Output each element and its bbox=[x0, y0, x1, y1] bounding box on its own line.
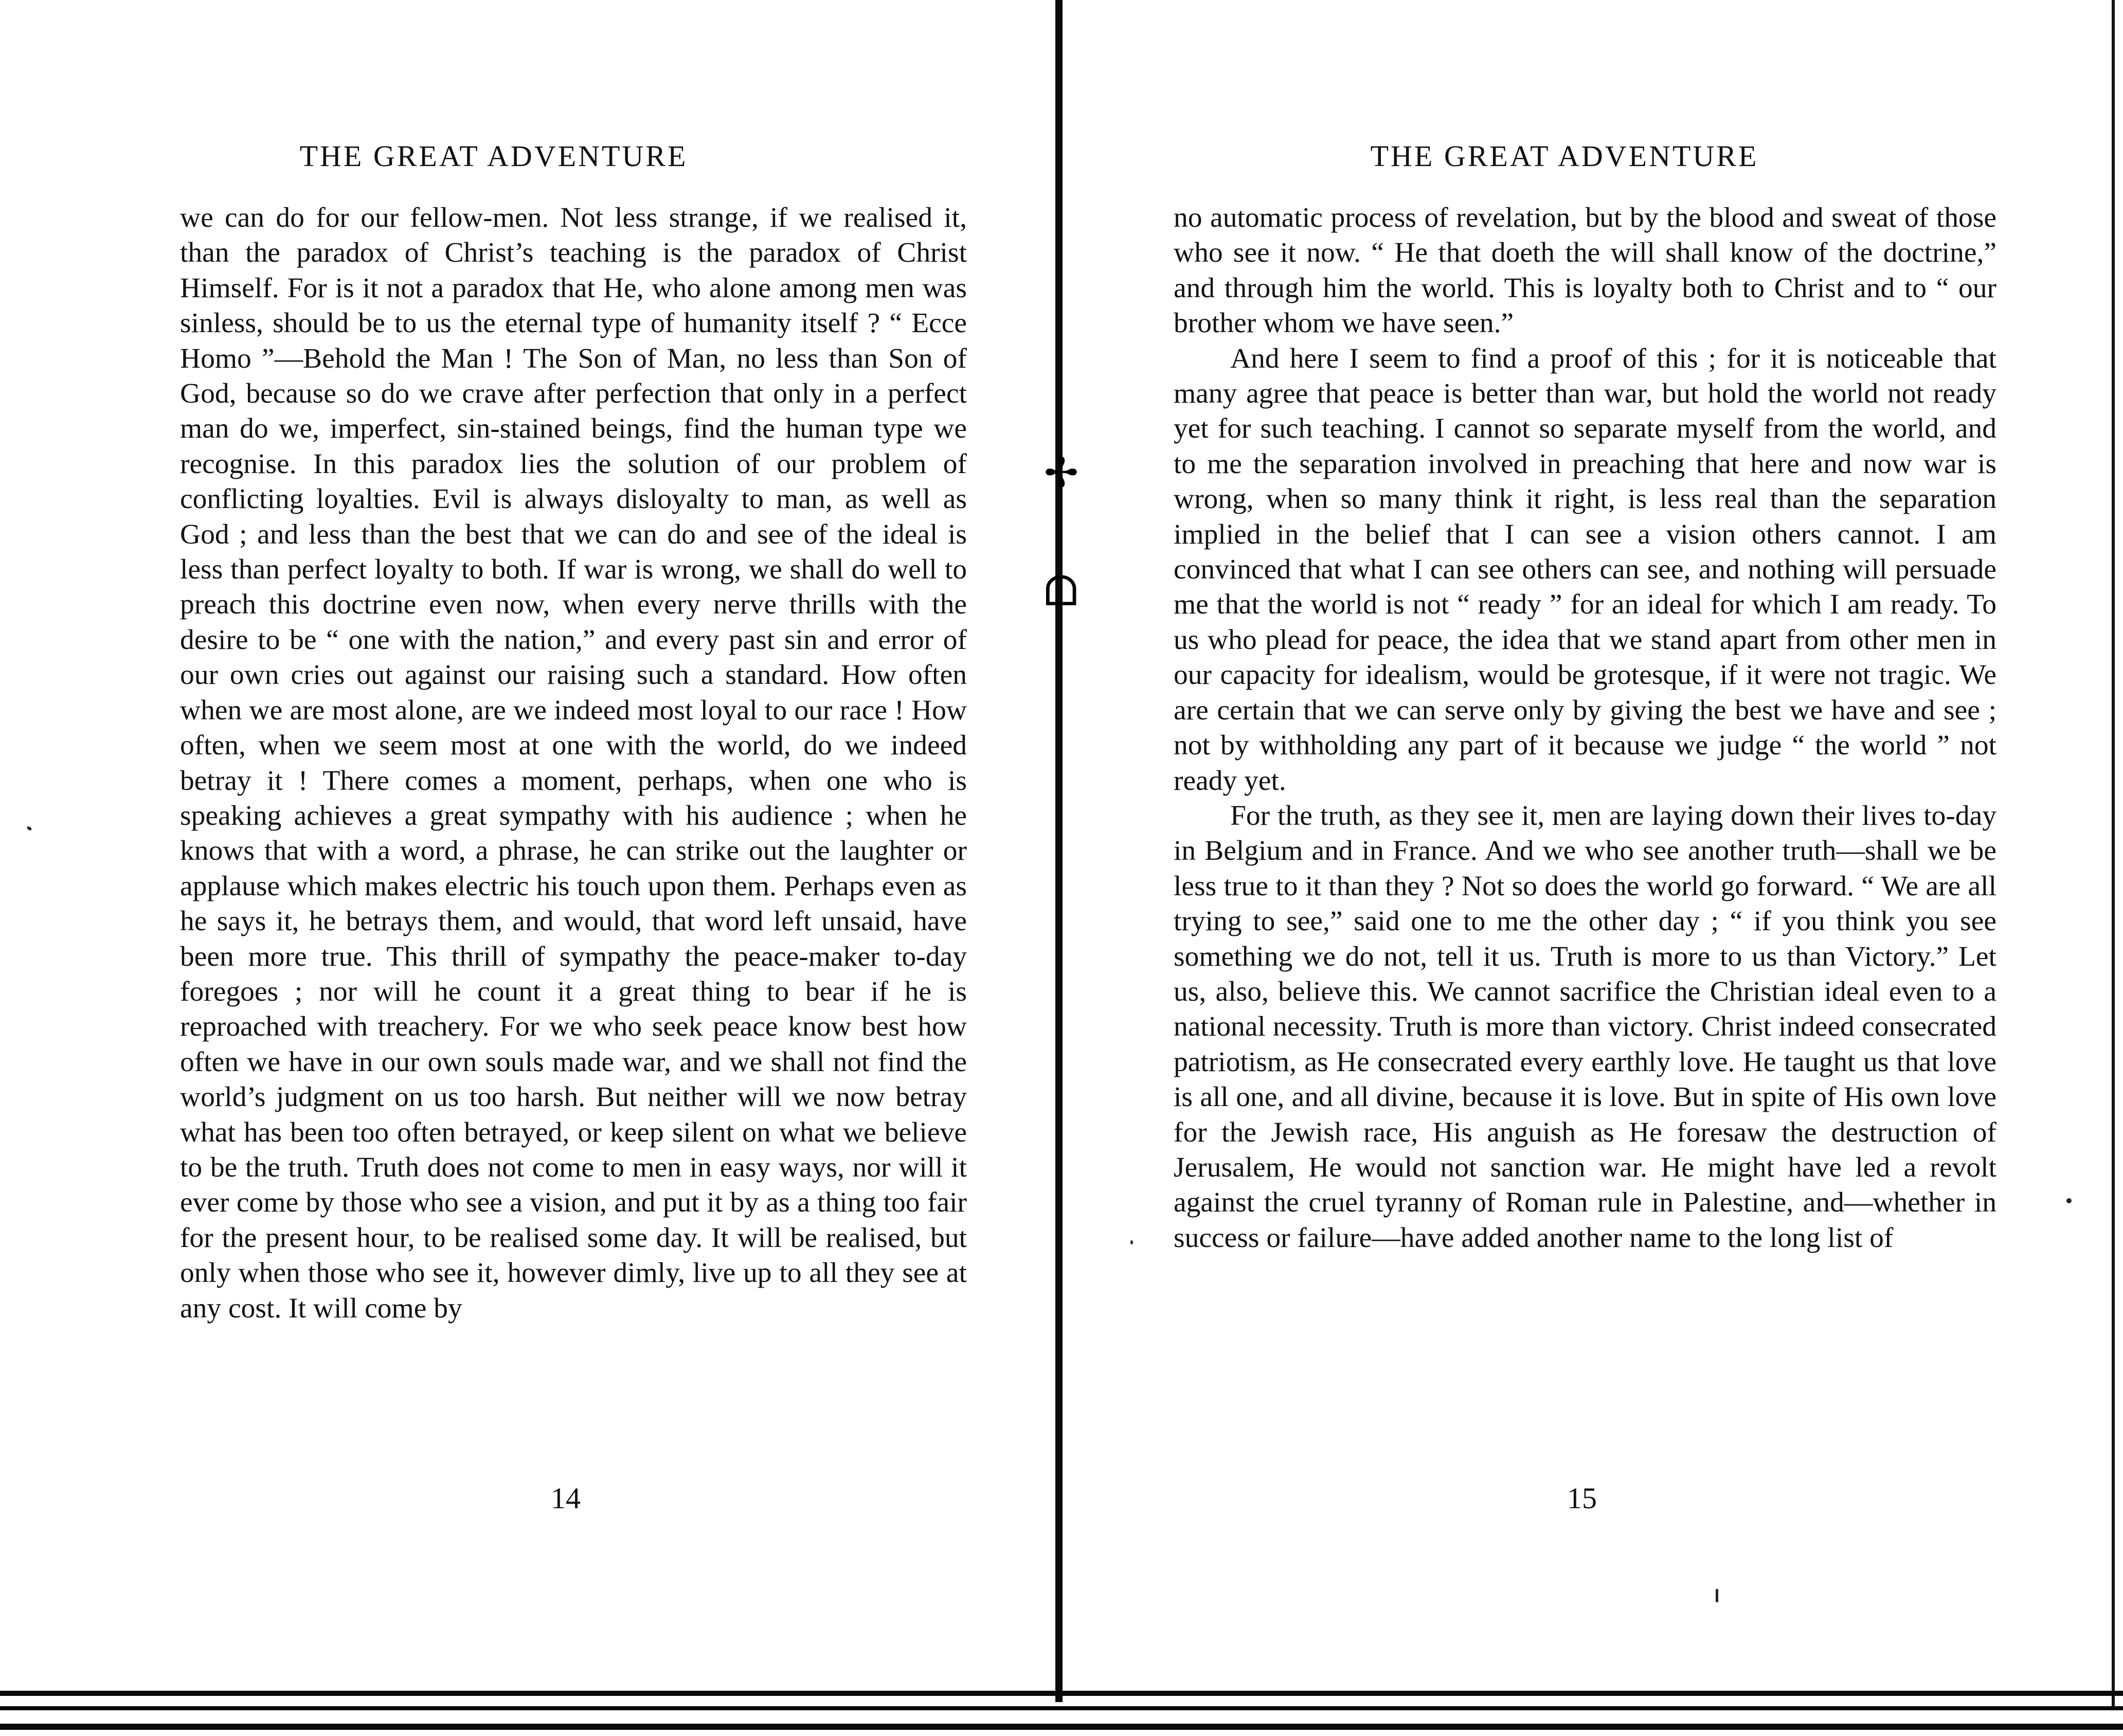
bottom-rule-3 bbox=[0, 1724, 2123, 1730]
left-running-head: THE GREAT ADVENTURE bbox=[299, 139, 688, 173]
left-paragraph-1: we can do for our fellow-men. Not less strange, if we realised it, than the paradox of Christ’s teaching is the paradox of Christ Himself. For is it not a paradox that He, who alone among men was sinless, should be to us the eternal type of humanity itself ? “ Ecce Homo ”—Behold the Man ! The Son of Man, no less than Son of God, because so do we crave after perfection that only in a perfect man do we, imperfect, sin-stained beings, find the human type we recognise. In this paradox lies the solution of our problem of conflicting loyalties. Evil is always disloyalty to man, as well as God ; and less than the best that we can do and see of the ideal is less than perfect loyalty to both. If war is wrong, we shall do well to preach this doctrine even now, when every nerve thrills with the desire to be “ one with the nation,” and every past sin and error of our own cries out against our raising such a standard. How often when we are most alone, are we indeed most loyal to our race ! How often, when we seem most at one with the world, do we indeed betray it ! There comes a moment, perhaps, when one who is speaking achieves a great sympathy with his audience ; when he knows that with a word, a phrase, he can strike out the laughter or applause which makes electric his touch upon them. Perhaps even as he says it, he betrays them, and would, that word left unsaid, have been more true. This thrill of sympathy the peace-maker to-day foregoes ; nor will he count it a great thing to bear if he is reproached with treachery. For we who seek peace know best how often we have in our own souls made war, and we shall not find the world’s judgment on us too harsh. But neither will we now betray what has been too often betrayed, or keep silent on what we believe to be the truth. Truth does not come to men in easy ways, nor will it ever come by those who see a vision, and put it by as a thing too fair for the present hour, to be realised some day. It will be realised, but only when those who see it, however dimly, live up to all they see at any cost. It will come by bbox=[180, 202, 967, 1324]
bottom-rule-2 bbox=[0, 1706, 2123, 1710]
right-paragraph-3: For the truth, as they see it, men are laying down their lives to-day in Belgium and in France. And we who see another truth—shall we be less true to it than they ? Not so does the world go forward. “ We are all trying to see,” said one to me the other day ; “ if you think you see something we do not, tell it us. Truth is more to us than Victory.” Let us, also, believe this. We cannot sacrifice the Christian ideal even to a national necessity. Truth is more than victory. Christ indeed consecrated patriotism, as He consecrated every earthly love. He taught us that love is all one, and all divine, because it is love. But in spite of His own love for the Jewish race, His anguish as He foresaw the destruction of Jerusalem, He would not sanction war. He might have led a revolt against the cruel tyranny of Roman rule in Palestine, and—whether in success or failure—have added another name to the long list of bbox=[1174, 800, 1996, 1254]
scan-speck bbox=[1130, 1240, 1133, 1244]
left-page-number: 14 bbox=[551, 1481, 581, 1515]
scan-speck bbox=[2066, 1198, 2072, 1203]
right-body-text bbox=[1174, 201, 1996, 1256]
right-page bbox=[1066, 0, 2123, 1736]
right-page-number: 15 bbox=[1567, 1481, 1597, 1515]
gutter-mark-lower: ᗝ bbox=[1044, 567, 1078, 615]
left-body-text bbox=[180, 201, 967, 1326]
right-running-head: THE GREAT ADVENTURE bbox=[1370, 139, 1759, 173]
gutter-mark-upper: ✢ bbox=[1044, 449, 1079, 497]
right-paragraph-2: And here I seem to find a proof of this ; for it is noticeable that many agree that peace is better than war, but hold the world not ready yet for such teaching. I cannot so separate myself from the world, and to me the separation involved in preaching that here and now war is wrong, when so many think it right, is less real than the separation implied in the belief that I can see a vision others cannot. I am convinced that what I can see others can see, and nothing will persuade me that the world is not “ ready ” for an ideal for which I am ready. To us who plead for peace, the idea that we stand apart from other men in our capacity for idealism, would be grotesque, if it were not tragic. We are certain that we can serve only by giving the best we have and see ; not by withholding any part of it because we judge “ the world ” not ready yet. bbox=[1174, 342, 1996, 797]
right-page-edge bbox=[2112, 0, 2115, 1707]
gutter bbox=[1055, 0, 1063, 1702]
right-paragraph-1: no automatic process of revelation, but by the blood and sweat of those who see it now. “ He that doeth the will shall know of the doctrine,” and through him the world. This is loyalty both to Christ and to “ our brother whom we have seen.” bbox=[1174, 202, 1996, 339]
scan-speck bbox=[1716, 1589, 1718, 1602]
bottom-rule-1 bbox=[0, 1691, 2123, 1696]
left-page bbox=[0, 0, 1059, 1736]
